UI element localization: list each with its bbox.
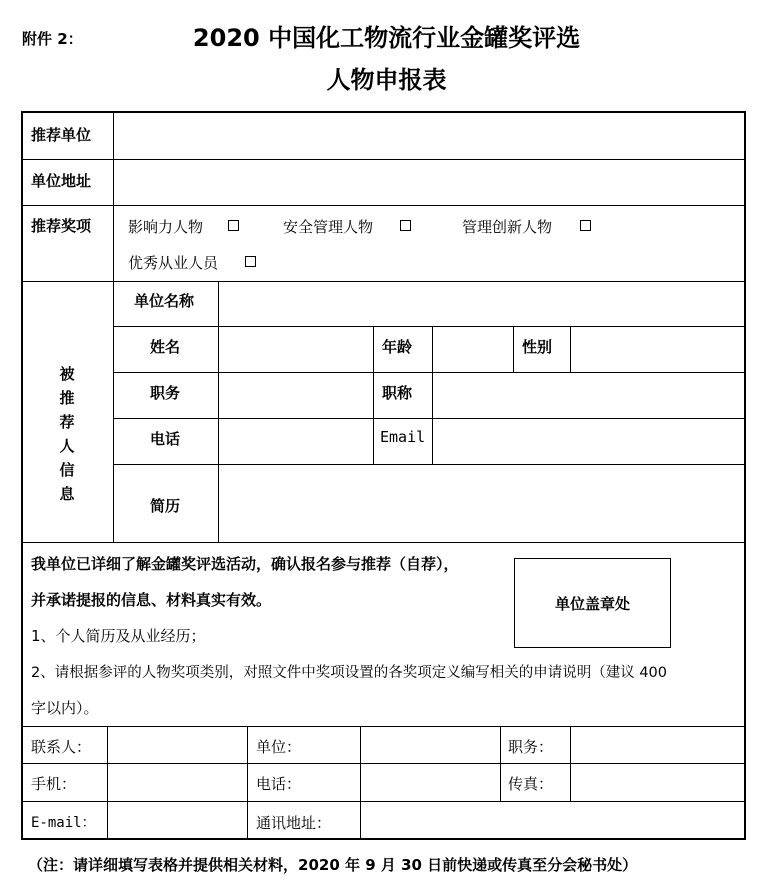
contact-email-label: E-mail： (31, 815, 96, 831)
nominee-char: 被 (59, 365, 75, 383)
contact-mobile-label: 手机： (31, 775, 77, 793)
nominee-unit-name-label: 单位名称 (134, 292, 195, 310)
col-divider (500, 726, 501, 801)
col-divider (113, 111, 114, 542)
declaration-line-2: 并承诺提报的信息、材料真实有效。 (31, 591, 272, 609)
contact-fax-field[interactable] (572, 765, 744, 800)
attachment-label: 附件 2： (22, 30, 83, 48)
nominee-age-label: 年龄 (382, 338, 413, 356)
nominee-char: 息 (59, 485, 75, 503)
nominee-gender-field[interactable] (572, 328, 744, 371)
award-checkbox-practitioner[interactable] (245, 256, 256, 267)
row-divider (21, 801, 746, 802)
contact-address-label: 通讯地址： (256, 814, 332, 832)
award-option-practitioner: 优秀从业人员 (128, 254, 219, 272)
col-divider (570, 726, 571, 801)
award-option-safety: 安全管理人物 (283, 218, 374, 236)
nominee-phone-field[interactable] (220, 420, 372, 463)
award-checkbox-innovation[interactable] (580, 220, 591, 231)
col-divider (107, 726, 108, 840)
row-divider (21, 281, 746, 282)
nominee-position-label: 职务 (150, 384, 181, 402)
form-subtitle: 人物申报表 (326, 66, 447, 94)
contact-unit-field[interactable] (362, 728, 499, 762)
stamp-box (514, 558, 671, 648)
nominee-name-label: 姓名 (150, 338, 181, 356)
row-divider (21, 205, 746, 206)
recommending-unit-field[interactable] (115, 113, 744, 158)
stamp-label: 单位盖章处 (554, 594, 630, 613)
contact-phone-label: 电话： (256, 775, 302, 793)
contact-fax-label: 传真： (508, 775, 554, 793)
nominee-char: 信 (59, 461, 75, 479)
award-option-innovation: 管理创新人物 (462, 218, 553, 236)
nominee-age-field[interactable] (434, 328, 512, 371)
requirement-item-1: 1、个人简历及从业经历； (31, 627, 206, 645)
contact-unit-label: 单位： (256, 738, 302, 756)
form-title: 2020 中国化工物流行业金罐奖评选 (192, 24, 581, 52)
unit-address-field[interactable] (115, 161, 744, 204)
row-divider (21, 159, 746, 160)
nominee-resume-field[interactable] (220, 466, 744, 541)
nominee-unit-name-field[interactable] (220, 283, 744, 325)
nominee-name-field[interactable] (220, 328, 372, 371)
row-divider (113, 326, 746, 327)
unit-address-label: 单位地址 (31, 172, 92, 190)
nominee-title-label: 职称 (382, 384, 413, 402)
contact-address-field[interactable] (362, 803, 744, 838)
requirement-item-2-cont: 字以内）。 (31, 699, 99, 717)
contact-phone-field[interactable] (362, 765, 499, 800)
recommending-unit-label: 推荐单位 (31, 126, 92, 144)
nominee-char: 荐 (59, 413, 75, 431)
row-divider (21, 763, 746, 764)
nominee-email-label: Email (380, 428, 426, 446)
footer-note: （注：请详细填写表格并提供相关材料，2020 年 9 月 30 日前快递或传真至分会秘书处） (28, 856, 638, 874)
row-divider (113, 418, 746, 419)
nominee-resume-label: 简历 (150, 497, 181, 515)
col-divider (360, 726, 361, 840)
contact-position-field[interactable] (572, 728, 744, 762)
col-divider (247, 726, 248, 840)
award-items-label: 推荐奖项 (31, 217, 92, 235)
nominee-section-label (21, 362, 113, 506)
nominee-phone-label: 电话 (150, 430, 181, 448)
declaration-line-1: 我单位已详细了解金罐奖评选活动，确认报名参与推荐（自荐）， (31, 555, 459, 573)
nominee-char: 推 (59, 389, 75, 407)
col-divider (570, 326, 571, 372)
contact-email-field[interactable] (109, 803, 246, 838)
contact-person-label: 联系人： (31, 738, 92, 756)
row-divider (113, 464, 746, 465)
row-divider (21, 542, 746, 543)
col-divider (432, 326, 433, 464)
award-checkbox-influence[interactable] (228, 220, 239, 231)
row-divider (21, 726, 746, 727)
contact-mobile-field[interactable] (109, 765, 246, 800)
col-divider (218, 281, 219, 542)
contact-person-field[interactable] (109, 728, 246, 762)
nominee-position-field[interactable] (220, 374, 372, 417)
col-divider (513, 326, 514, 372)
nominee-email-field[interactable] (434, 420, 744, 463)
award-checkbox-safety[interactable] (400, 220, 411, 231)
nominee-char: 人 (59, 437, 75, 455)
award-option-influence: 影响力人物 (128, 218, 204, 236)
requirement-item-2: 2、请根据参评的人物奖项类别，对照文件中奖项设置的各奖项定义编写相关的申请说明（建议 400 (31, 665, 668, 681)
row-divider (113, 372, 746, 373)
col-divider (373, 326, 374, 464)
nominee-gender-label: 性别 (522, 338, 553, 356)
nominee-title-field[interactable] (434, 374, 744, 417)
contact-position-label: 职务： (508, 738, 554, 756)
